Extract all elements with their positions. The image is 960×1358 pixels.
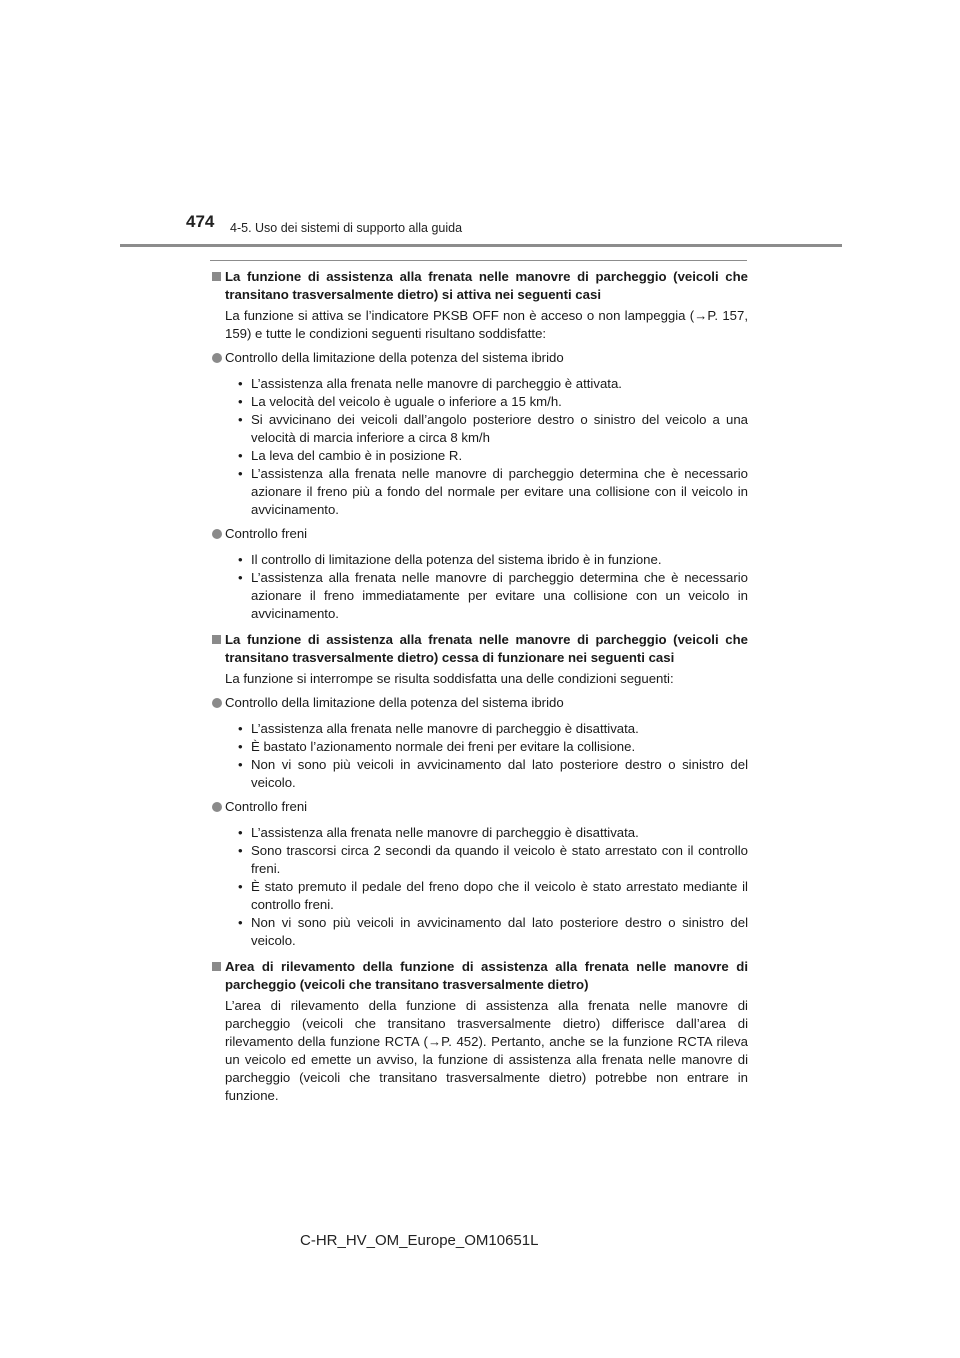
- condition-list: [212, 720, 748, 792]
- list-item: • È bastato l’azionamento normale dei freni per evitare la collisione.: [238, 738, 748, 756]
- list-item: • L’assistenza alla frenata nelle manovre di parcheggio è disattivata.: [238, 720, 748, 738]
- list-item: • L’assistenza alla frenata nelle manovre di parcheggio determina che è necessario azionare il freno immediatamente per evitare una collisione con un veicolo in avvicinamento.: [238, 569, 748, 623]
- list-item: • Non vi sono più veicoli in avvicinamento dal lato posteriore destro o sinistro del veicolo.: [238, 756, 748, 792]
- section-intro: L’area di rilevamento della funzione di assistenza alla frenata nelle manovre di parcheggio (veicoli che transitano trasversalmente dietro) differisce dall’area di rilevamento della funzione RCTA (→P. 452). Pertanto, anche se la funzione RCTA rileva un veicolo ed emette un avviso, la funzione di assistenza alla frenata nelle manovre di parcheggio (veicoli che transitano trasversalmente dietro) potrebbe non entrare in funzione.: [225, 998, 748, 1103]
- list-item: • Si avvicinano dei veicoli dall’angolo posteriore destro o sinistro del veicolo a una velocità di marcia inferiore a circa 8 km/h: [238, 411, 748, 447]
- list-item: • Non vi sono più veicoli in avvicinamento dal lato posteriore destro o sinistro del veicolo.: [238, 914, 748, 950]
- list-item: • L’assistenza alla frenata nelle manovre di parcheggio è disattivata.: [238, 824, 748, 842]
- square-bullet-icon: [212, 635, 221, 644]
- square-bullet-icon: [212, 962, 221, 971]
- group-title: Controllo della limitazione della potenza del sistema ibrido: [212, 694, 748, 712]
- list-item: • Sono trascorsi circa 2 secondi da quando il veicolo è stato arrestato con il controllo freni.: [238, 842, 748, 878]
- header-divider: [120, 244, 842, 247]
- group-title: Controllo della limitazione della potenza del sistema ibrido: [212, 349, 748, 367]
- list-item: • L’assistenza alla frenata nelle manovre di parcheggio determina che è necessario azionare il freno più a fondo del normale per evitare una collisione con il veicolo in avvicinamento.: [238, 465, 748, 519]
- section-heading: La funzione di assistenza alla frenata nelle manovre di parcheggio (veicoli che transitano trasversalmente dietro) cessa di funzionare nei seguenti casi: [212, 631, 748, 667]
- document-code: C-HR_HV_OM_Europe_OM10651L: [300, 1232, 539, 1249]
- page-number: 474: [186, 212, 215, 231]
- circle-bullet-icon: [212, 802, 222, 812]
- circle-bullet-icon: [212, 353, 222, 363]
- list-item: • La velocità del veicolo è uguale o inferiore a 15 km/h.: [238, 393, 748, 411]
- content-divider: [210, 260, 747, 261]
- condition-list: [212, 551, 748, 623]
- section-intro: La funzione si attiva se l’indicatore PKSB OFF non è acceso o non lampeggia (→P. 157, 159) e tutte le condizioni seguenti risultano soddisfatte:: [225, 308, 748, 341]
- section-title: 4-5. Uso dei sistemi di supporto alla guida: [230, 221, 463, 235]
- section-heading: La funzione di assistenza alla frenata nelle manovre di parcheggio (veicoli che transitano trasversalmente dietro) si attiva nei seguenti casi: [212, 268, 748, 304]
- section-intro: La funzione si interrompe se risulta soddisfatta una delle condizioni seguenti:: [225, 671, 674, 686]
- list-item: • È stato premuto il pedale del freno dopo che il veicolo è stato arrestato mediante il controllo freni.: [238, 878, 748, 914]
- group-title: Controllo freni: [212, 525, 748, 543]
- section-heading: Area di rilevamento della funzione di assistenza alla frenata nelle manovre di parcheggio (veicoli che transitano trasversalmente dietro): [212, 958, 748, 994]
- condition-list: [212, 375, 748, 519]
- group-title: Controllo freni: [212, 798, 748, 816]
- circle-bullet-icon: [212, 529, 222, 539]
- list-item: • La leva del cambio è in posizione R.: [238, 447, 748, 465]
- square-bullet-icon: [212, 272, 221, 281]
- list-item: • L’assistenza alla frenata nelle manovre di parcheggio è attivata.: [238, 375, 748, 393]
- circle-bullet-icon: [212, 698, 222, 708]
- list-item: • Il controllo di limitazione della potenza del sistema ibrido è in funzione.: [238, 551, 748, 569]
- page-content: [212, 268, 748, 1105]
- condition-list: [212, 824, 748, 950]
